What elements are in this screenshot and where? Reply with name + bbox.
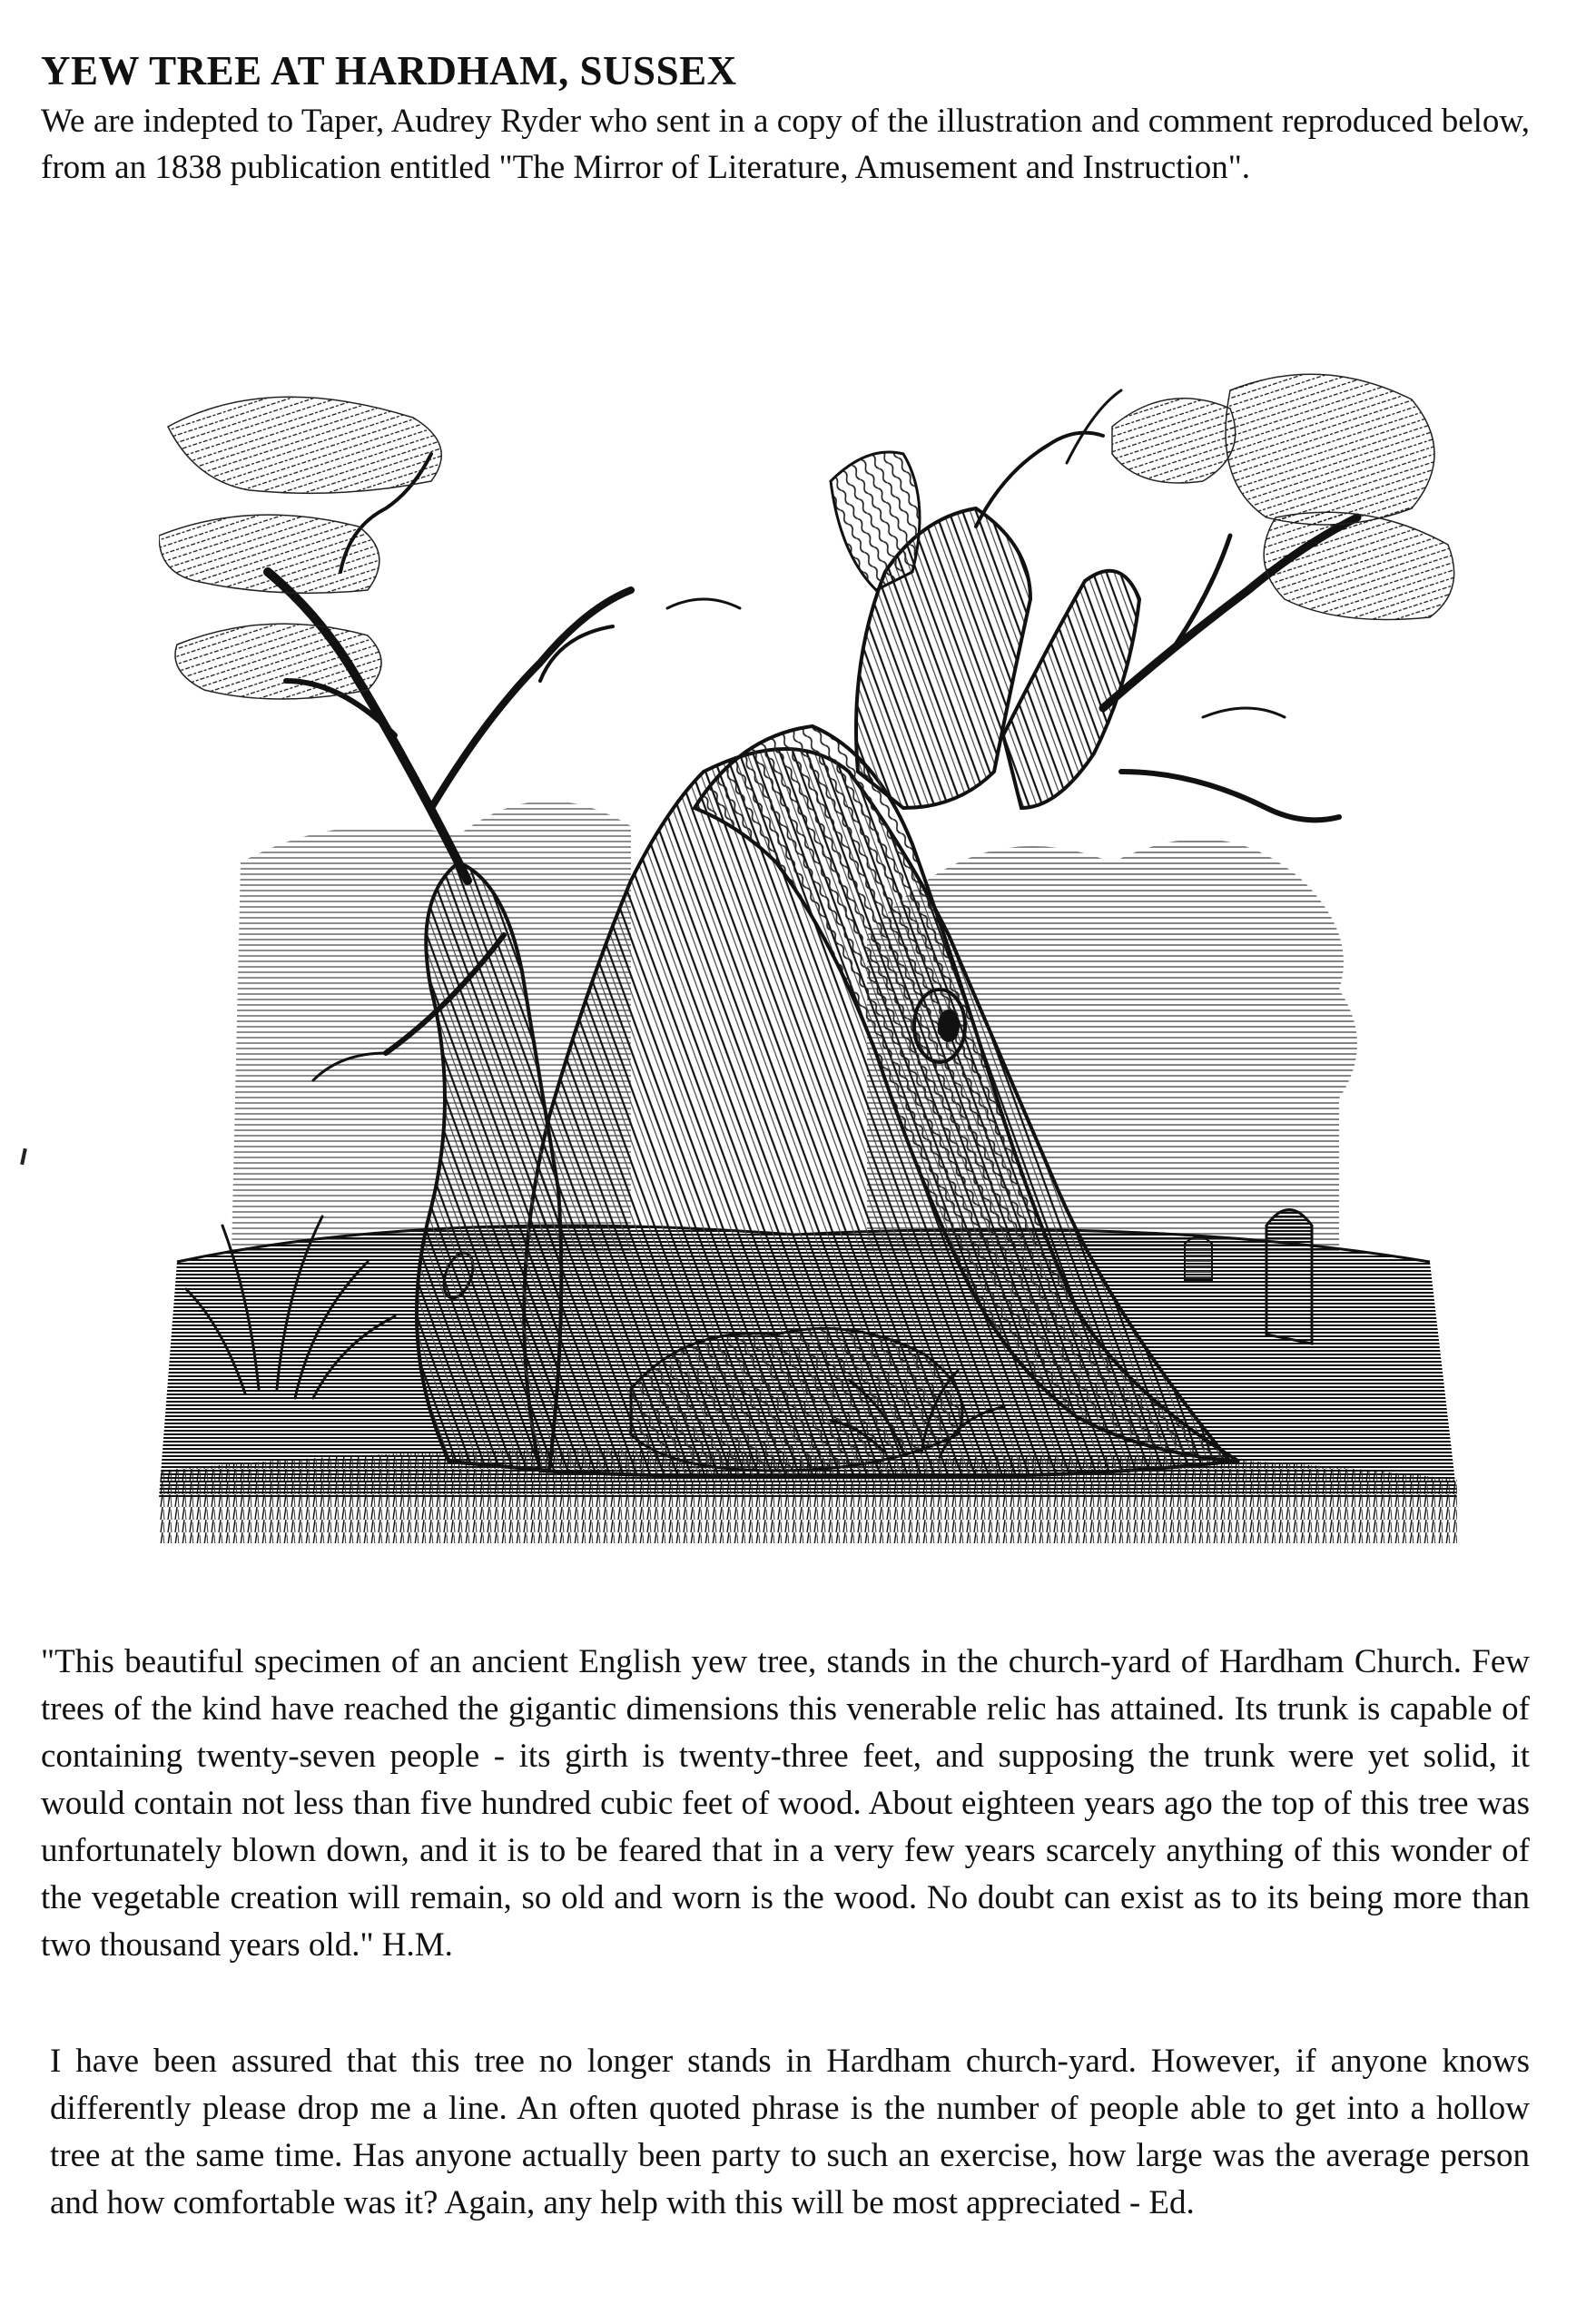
tree-foliage: [159, 374, 1454, 699]
stray-ink-mark: [20, 1148, 27, 1165]
yew-tree-illustration: [159, 300, 1475, 1571]
quoted-passage: "This beautiful specimen of an ancient English yew tree, stands in the church-yard of Hardham Church. Few trees of the kind have reached the gigantic dimensions this venerable relic has attained. Its trunk is capable of containing twenty-seven people - its girth is twenty-three feet, and supposing the trunk were yet solid, it would contain not less than five hundred cubic feet of wood. About eighteen years ago the top of this tree was unfortunately blown down, and it is to be feared that in a very few years scarcely anything of this wonder of the vegetable creation will remain, so old and worn is the wood. No doubt can exist as to its being more than two thousand years old." H.M.: [41, 1643, 1530, 1964]
intro-paragraph: We are indepted to Taper, Audrey Ryder who sent in a copy of the illustration and comment reproduced below, from an 1838 publication entitled "The Mirror of Literature, Amusement and Instruction".: [41, 103, 1530, 186]
yew-tree-engraving: [159, 300, 1475, 1571]
editor-note: I have been assured that this tree no longer stands in Hardham church-yard. However, if anyone knows differently please drop me a line. An often quoted phrase is the number of people able to get into a hollow tree at the same time. Has anyone actually been party to such an exercise, how large was the average person and how comfortable was it? Again, any help with this will be most appreciated - Ed.: [50, 2043, 1530, 2221]
page-title: YEW TREE AT HARDHAM, SUSSEX: [41, 48, 737, 94]
